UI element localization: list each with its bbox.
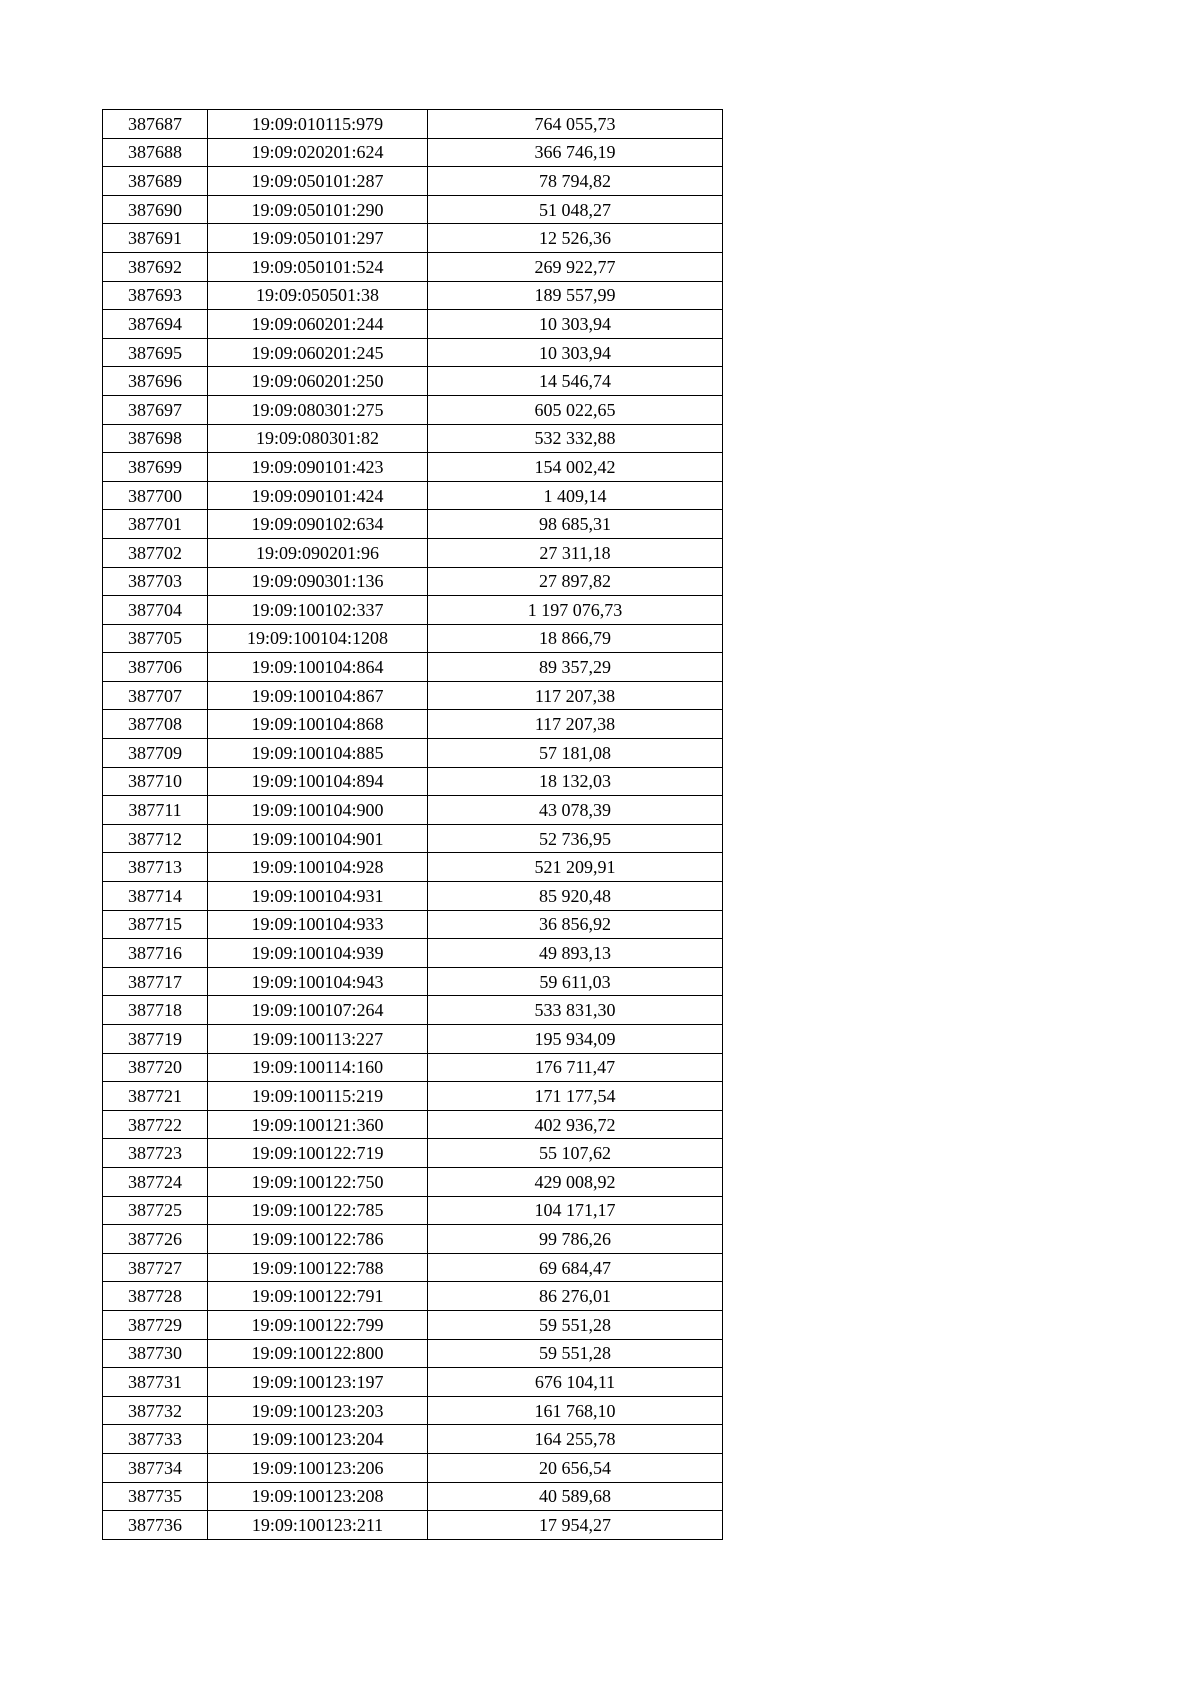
value-cell: 402 936,72 [428,1110,723,1139]
cadastral-number-cell: 19:09:100122:791 [208,1282,428,1311]
table-row [103,624,723,653]
cadastral-number-cell: 19:09:100107:264 [208,996,428,1025]
row-number-cell: 387721 [103,1082,208,1111]
value-cell: 117 207,38 [428,681,723,710]
value-cell: 366 746,19 [428,138,723,167]
row-number-cell: 387709 [103,739,208,768]
row-number-cell: 387714 [103,882,208,911]
cadastral-number-cell: 19:09:100104:894 [208,767,428,796]
row-number-cell: 387716 [103,939,208,968]
row-number-cell: 387689 [103,167,208,196]
row-number-cell: 387707 [103,681,208,710]
cadastral-number-cell: 19:09:100104:901 [208,824,428,853]
table-row [103,1139,723,1168]
table-row [103,1511,723,1540]
value-cell: 171 177,54 [428,1082,723,1111]
row-number-cell: 387733 [103,1425,208,1454]
table-row [103,1082,723,1111]
cadastral-number-cell: 19:09:090101:424 [208,481,428,510]
cadastral-number-cell: 19:09:100123:197 [208,1368,428,1397]
row-number-cell: 387696 [103,367,208,396]
row-number-cell: 387702 [103,538,208,567]
cadastral-number-cell: 19:09:100122:750 [208,1167,428,1196]
row-number-cell: 387688 [103,138,208,167]
table-row [103,1225,723,1254]
cadastral-number-cell: 19:09:020201:624 [208,138,428,167]
row-number-cell: 387725 [103,1196,208,1225]
table-row [103,1196,723,1225]
cadastral-number-cell: 19:09:050101:524 [208,252,428,281]
table-row [103,367,723,396]
table-row [103,596,723,625]
table-row [103,681,723,710]
table-row [103,1310,723,1339]
table-row [103,967,723,996]
table-row [103,538,723,567]
value-cell: 12 526,36 [428,224,723,253]
cadastral-number-cell: 19:09:090102:634 [208,510,428,539]
row-number-cell: 387711 [103,796,208,825]
value-cell: 189 557,99 [428,281,723,310]
cadastral-number-cell: 19:09:100122:785 [208,1196,428,1225]
value-cell: 195 934,09 [428,1025,723,1054]
row-number-cell: 387717 [103,967,208,996]
table-row [103,739,723,768]
value-cell: 98 685,31 [428,510,723,539]
cadastral-number-cell: 19:09:100104:900 [208,796,428,825]
cadastral-number-cell: 19:09:100104:1208 [208,624,428,653]
cadastral-number-cell: 19:09:090201:96 [208,538,428,567]
table-row [103,395,723,424]
table-row [103,882,723,911]
cadastral-number-cell: 19:09:010115:979 [208,110,428,139]
row-number-cell: 387730 [103,1339,208,1368]
row-number-cell: 387734 [103,1453,208,1482]
row-number-cell: 387701 [103,510,208,539]
value-cell: 51 048,27 [428,195,723,224]
table-row [103,338,723,367]
table-row [103,767,723,796]
row-number-cell: 387695 [103,338,208,367]
cadastral-number-cell: 19:09:100123:204 [208,1425,428,1454]
table-row [103,824,723,853]
value-cell: 1 197 076,73 [428,596,723,625]
cadastral-number-cell: 19:09:100115:219 [208,1082,428,1111]
table-row [103,653,723,682]
value-cell: 533 831,30 [428,996,723,1025]
row-number-cell: 387697 [103,395,208,424]
table-row [103,1053,723,1082]
row-number-cell: 387728 [103,1282,208,1311]
row-number-cell: 387735 [103,1482,208,1511]
data-table [102,109,723,1540]
row-number-cell: 387736 [103,1511,208,1540]
value-cell: 99 786,26 [428,1225,723,1254]
cadastral-number-cell: 19:09:080301:275 [208,395,428,424]
cadastral-number-cell: 19:09:100123:208 [208,1482,428,1511]
table-row [103,138,723,167]
row-number-cell: 387719 [103,1025,208,1054]
table-row [103,252,723,281]
cadastral-number-cell: 19:09:100122:799 [208,1310,428,1339]
cadastral-number-cell: 19:09:100122:786 [208,1225,428,1254]
value-cell: 605 022,65 [428,395,723,424]
value-cell: 676 104,11 [428,1368,723,1397]
row-number-cell: 387708 [103,710,208,739]
value-cell: 17 954,27 [428,1511,723,1540]
row-number-cell: 387726 [103,1225,208,1254]
row-number-cell: 387694 [103,310,208,339]
table-row [103,510,723,539]
row-number-cell: 387731 [103,1368,208,1397]
cadastral-number-cell: 19:09:100113:227 [208,1025,428,1054]
cadastral-number-cell: 19:09:060201:250 [208,367,428,396]
row-number-cell: 387704 [103,596,208,625]
cadastral-number-cell: 19:09:050101:297 [208,224,428,253]
cadastral-number-cell: 19:09:100104:931 [208,882,428,911]
table-row [103,1482,723,1511]
cadastral-number-cell: 19:09:100122:788 [208,1253,428,1282]
value-cell: 86 276,01 [428,1282,723,1311]
table-row [103,167,723,196]
cadastral-number-cell: 19:09:100104:867 [208,681,428,710]
row-number-cell: 387722 [103,1110,208,1139]
row-number-cell: 387693 [103,281,208,310]
value-cell: 10 303,94 [428,338,723,367]
row-number-cell: 387713 [103,853,208,882]
cadastral-number-cell: 19:09:100123:203 [208,1396,428,1425]
value-cell: 36 856,92 [428,910,723,939]
row-number-cell: 387710 [103,767,208,796]
cadastral-number-cell: 19:09:100104:868 [208,710,428,739]
row-number-cell: 387698 [103,424,208,453]
cadastral-number-cell: 19:09:050101:290 [208,195,428,224]
value-cell: 49 893,13 [428,939,723,968]
row-number-cell: 387723 [103,1139,208,1168]
table-row [103,481,723,510]
table-row [103,1282,723,1311]
table-row [103,110,723,139]
table-row [103,796,723,825]
value-cell: 532 332,88 [428,424,723,453]
value-cell: 59 551,28 [428,1339,723,1368]
value-cell: 69 684,47 [428,1253,723,1282]
value-cell: 18 132,03 [428,767,723,796]
table-row [103,195,723,224]
value-cell: 1 409,14 [428,481,723,510]
row-number-cell: 387732 [103,1396,208,1425]
row-number-cell: 387690 [103,195,208,224]
row-number-cell: 387706 [103,653,208,682]
value-cell: 55 107,62 [428,1139,723,1168]
table-row [103,939,723,968]
value-cell: 85 920,48 [428,882,723,911]
value-cell: 764 055,73 [428,110,723,139]
value-cell: 43 078,39 [428,796,723,825]
value-cell: 14 546,74 [428,367,723,396]
value-cell: 18 866,79 [428,624,723,653]
table-row [103,1110,723,1139]
cadastral-number-cell: 19:09:100114:160 [208,1053,428,1082]
table-row [103,1453,723,1482]
cadastral-number-cell: 19:09:050101:287 [208,167,428,196]
cadastral-number-cell: 19:09:100121:360 [208,1110,428,1139]
value-cell: 89 357,29 [428,653,723,682]
table-row [103,281,723,310]
cadastral-number-cell: 19:09:100104:864 [208,653,428,682]
table-row [103,424,723,453]
cadastral-number-cell: 19:09:100104:939 [208,939,428,968]
table-row [103,1425,723,1454]
value-cell: 52 736,95 [428,824,723,853]
row-number-cell: 387700 [103,481,208,510]
value-cell: 521 209,91 [428,853,723,882]
table-row [103,310,723,339]
cadastral-number-cell: 19:09:100102:337 [208,596,428,625]
value-cell: 154 002,42 [428,453,723,482]
row-number-cell: 387687 [103,110,208,139]
table-row [103,910,723,939]
cadastral-number-cell: 19:09:100122:800 [208,1339,428,1368]
table-row [103,1368,723,1397]
value-cell: 57 181,08 [428,739,723,768]
cadastral-number-cell: 19:09:050501:38 [208,281,428,310]
cadastral-number-cell: 19:09:100104:885 [208,739,428,768]
value-cell: 429 008,92 [428,1167,723,1196]
value-cell: 161 768,10 [428,1396,723,1425]
value-cell: 20 656,54 [428,1453,723,1482]
value-cell: 176 711,47 [428,1053,723,1082]
cadastral-number-cell: 19:09:060201:245 [208,338,428,367]
cadastral-number-cell: 19:09:100122:719 [208,1139,428,1168]
cadastral-number-cell: 19:09:090101:423 [208,453,428,482]
value-cell: 59 551,28 [428,1310,723,1339]
row-number-cell: 387715 [103,910,208,939]
table-row [103,1396,723,1425]
value-cell: 27 311,18 [428,538,723,567]
table-row [103,567,723,596]
row-number-cell: 387692 [103,252,208,281]
table-row [103,853,723,882]
cadastral-number-cell: 19:09:100104:933 [208,910,428,939]
value-cell: 78 794,82 [428,167,723,196]
value-cell: 10 303,94 [428,310,723,339]
table-row [103,1339,723,1368]
value-cell: 27 897,82 [428,567,723,596]
row-number-cell: 387727 [103,1253,208,1282]
row-number-cell: 387699 [103,453,208,482]
value-cell: 164 255,78 [428,1425,723,1454]
cadastral-number-cell: 19:09:100104:943 [208,967,428,996]
cadastral-number-cell: 19:09:060201:244 [208,310,428,339]
table-row [103,1253,723,1282]
row-number-cell: 387718 [103,996,208,1025]
value-cell: 59 611,03 [428,967,723,996]
table-row [103,1025,723,1054]
row-number-cell: 387724 [103,1167,208,1196]
row-number-cell: 387720 [103,1053,208,1082]
row-number-cell: 387691 [103,224,208,253]
value-cell: 40 589,68 [428,1482,723,1511]
row-number-cell: 387712 [103,824,208,853]
row-number-cell: 387703 [103,567,208,596]
table-row [103,224,723,253]
cadastral-number-cell: 19:09:100104:928 [208,853,428,882]
cadastral-number-cell: 19:09:090301:136 [208,567,428,596]
table-row [103,453,723,482]
cadastral-number-cell: 19:09:080301:82 [208,424,428,453]
row-number-cell: 387729 [103,1310,208,1339]
table-row [103,996,723,1025]
value-cell: 269 922,77 [428,252,723,281]
row-number-cell: 387705 [103,624,208,653]
cadastral-number-cell: 19:09:100123:206 [208,1453,428,1482]
cadastral-number-cell: 19:09:100123:211 [208,1511,428,1540]
table-row [103,710,723,739]
table-row [103,1167,723,1196]
value-cell: 104 171,17 [428,1196,723,1225]
table-body [103,110,723,1540]
value-cell: 117 207,38 [428,710,723,739]
